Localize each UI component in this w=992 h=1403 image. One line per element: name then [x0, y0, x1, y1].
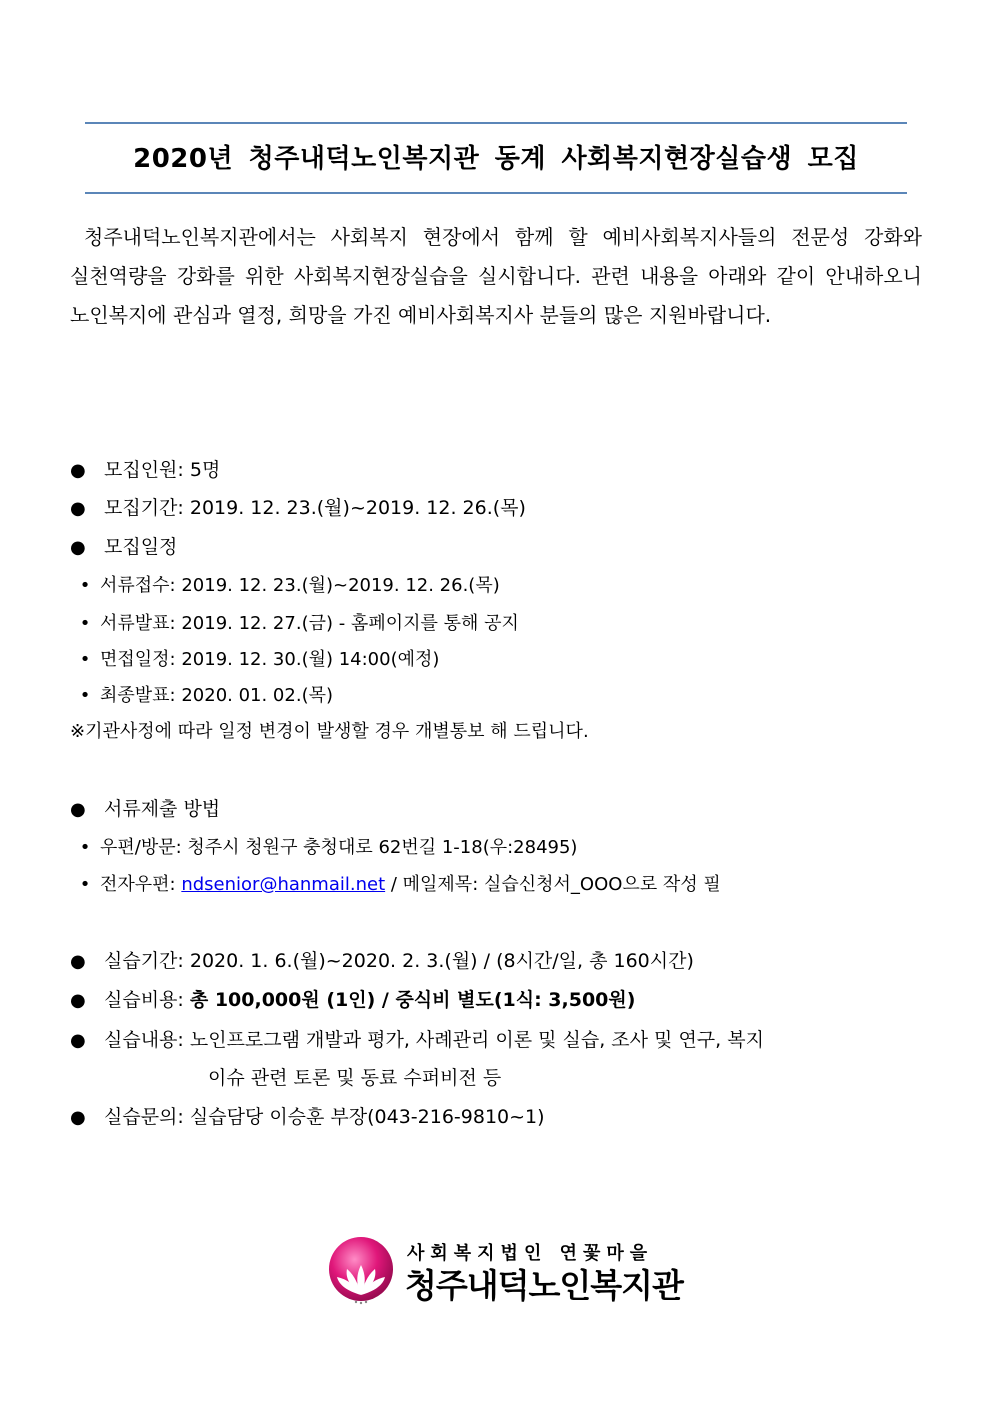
- recruit-period-item: [70, 495, 526, 522]
- schedule-item: [70, 647, 439, 673]
- bullet-icon: ●: [70, 1030, 86, 1051]
- practice-period-item: [70, 948, 694, 975]
- practice-content-continued: 이슈 관련 토론 및 동료 수퍼비전 등: [208, 1067, 502, 1089]
- schedule-text: 서류접수: 2019. 12. 23.(월)~2019. 12. 26.(목): [100, 575, 500, 596]
- bullet-icon: ●: [70, 498, 86, 519]
- schedule-text: 서류발표: 2019. 12. 27.(금) - 홈페이지를 통해 공지: [100, 613, 519, 634]
- lotus-flower-icon: [327, 1235, 399, 1307]
- schedule-item: [70, 573, 500, 599]
- schedule-item: [70, 611, 519, 637]
- practice-cost-item: [70, 987, 635, 1014]
- title-rule-top: [85, 122, 907, 124]
- bullet-icon: ●: [70, 537, 86, 558]
- bullet-icon: ●: [70, 1107, 86, 1128]
- bullet-icon: ●: [70, 951, 86, 972]
- bullet-icon: ●: [70, 990, 86, 1011]
- practice-contact-item: [70, 1104, 545, 1131]
- practice-content-value: 노인프로그램 개발과 평가, 사례관리 이론 및 실습, 조사 및 연구, 복지: [189, 1029, 764, 1051]
- recruit-period: 모집기간: 2019. 12. 23.(월)~2019. 12. 26.(목): [104, 497, 526, 519]
- title-rule-bottom: [85, 192, 907, 194]
- recruit-schedule-heading: 모집일정: [104, 536, 178, 558]
- logo-name: 청주내덕노인복지관: [405, 1266, 683, 1305]
- recruit-schedule-heading-item: [70, 534, 177, 561]
- recruit-count-item: [70, 457, 220, 484]
- sub-bullet-icon: •: [79, 649, 91, 670]
- practice-content-label: 실습내용:: [104, 1029, 190, 1051]
- practice-cost-value: 총 100,000원 (1인) / 중식비 별도(1식: 3,500원): [189, 989, 636, 1011]
- schedule-note: ※기관사정에 따라 일정 변경이 발생할 경우 개별통보 해 드립니다.: [70, 721, 589, 742]
- sub-bullet-icon: •: [79, 685, 91, 706]
- submission-email-item: [70, 872, 721, 898]
- email-link[interactable]: ndsenior@hanmail.net: [181, 874, 386, 895]
- bullet-icon: ●: [70, 460, 86, 481]
- submission-heading: 서류제출 방법: [104, 798, 221, 820]
- recruit-count: 모집인원: 5명: [104, 459, 221, 481]
- practice-content-item: [70, 1027, 764, 1054]
- practice-period: 실습기간: 2020. 1. 6.(월)~2020. 2. 3.(월) / (8시간/일, 총 160시간): [104, 950, 694, 972]
- practice-contact: 실습문의: 실습담당 이승훈 부장(043-216-9810~1): [104, 1106, 545, 1128]
- sub-bullet-icon: •: [79, 613, 91, 634]
- logo-subtitle: 사회복지법인 연꽃마을: [407, 1243, 654, 1264]
- intro-paragraph: 청주내덕노인복지관에서는 사회복지 현장에서 함께 할 예비사회복지사들의 전문성 강화와 실천역량을 강화를 위한 사회복지현장실습을 실시합니다. 관련 내용을 아래와 같이 안내하오니 노인복지에 관심과 열정, 희망을 가진 예비사회복지사 분들의 많은 지원바랍니다.: [70, 225, 922, 327]
- submission-heading-item: [70, 796, 220, 823]
- schedule-item: [70, 683, 333, 709]
- sub-bullet-icon: •: [79, 874, 91, 895]
- schedule-text: 최종발표: 2020. 01. 02.(목): [100, 685, 333, 706]
- page-title: 2020년 청주내덕노인복지관 동계 사회복지현장실습생 모집: [133, 144, 859, 174]
- sub-bullet-icon: •: [79, 575, 91, 596]
- practice-cost-label: 실습비용:: [104, 989, 190, 1011]
- bullet-icon: ●: [70, 799, 86, 820]
- submission-mail-item: [70, 835, 577, 861]
- schedule-text: 면접일정: 2019. 12. 30.(월) 14:00(예정): [100, 649, 440, 670]
- sub-bullet-icon: •: [79, 837, 91, 858]
- email-suffix: / 메일제목: 실습신청서_OOO으로 작성 필: [385, 874, 721, 895]
- email-label: 전자우편:: [100, 874, 182, 895]
- submission-mail-visit: 우편/방문: 청주시 청원구 충청대로 62번길 1-18(우:28495): [100, 837, 578, 858]
